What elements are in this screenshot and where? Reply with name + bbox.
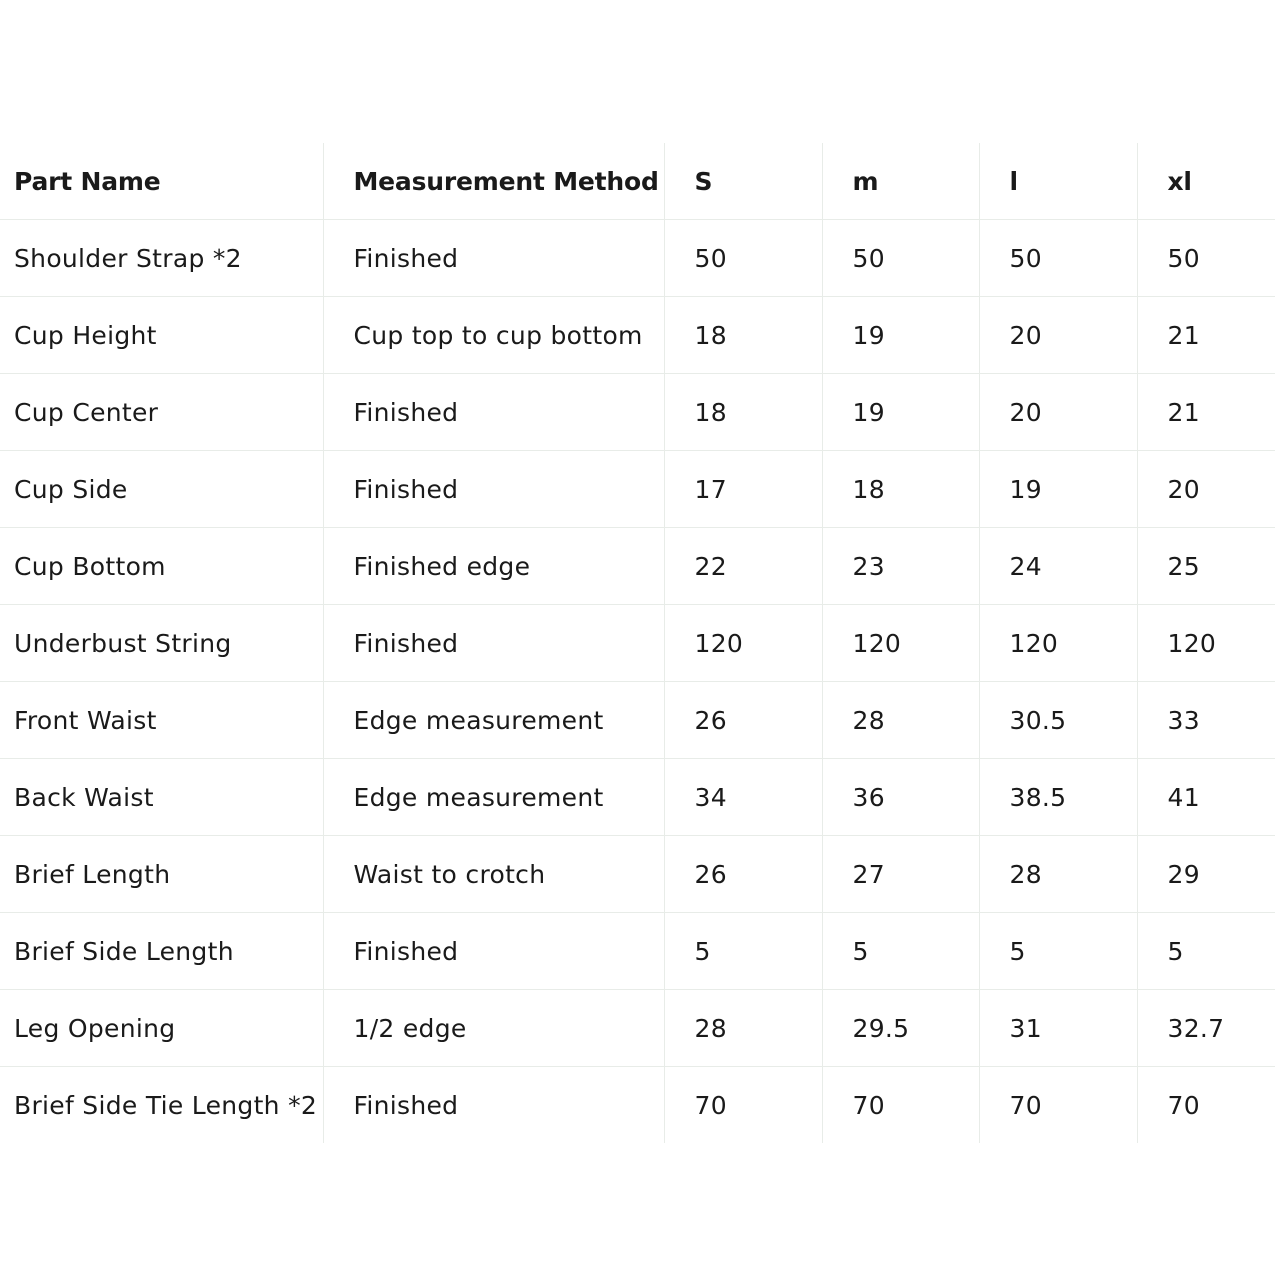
size-l-cell: 24 (979, 528, 1137, 605)
size-s-cell: 18 (664, 297, 822, 374)
table-row (0, 682, 1275, 759)
table-row (0, 759, 1275, 836)
size-s-cell: 26 (664, 836, 822, 913)
size-m-cell: 5 (822, 913, 979, 990)
measurement-method-cell: Finished (323, 220, 664, 297)
size-s-cell: 70 (664, 1067, 822, 1144)
part-name-cell: Cup Height (0, 297, 323, 374)
table-body (0, 220, 1275, 1144)
size-s-cell: 50 (664, 220, 822, 297)
part-name-cell: Cup Center (0, 374, 323, 451)
size-xl-cell: 21 (1137, 297, 1275, 374)
table-row (0, 451, 1275, 528)
size-s-cell: 5 (664, 913, 822, 990)
size-xl-cell: 21 (1137, 374, 1275, 451)
measurement-method-cell: Finished (323, 913, 664, 990)
part-name-cell: Brief Length (0, 836, 323, 913)
measurement-method-cell: Finished edge (323, 528, 664, 605)
table-row (0, 836, 1275, 913)
measurement-method-cell: Edge measurement (323, 682, 664, 759)
part-name-cell: Shoulder Strap *2 (0, 220, 323, 297)
size-l-cell: 50 (979, 220, 1137, 297)
measurement-method-cell: Finished (323, 451, 664, 528)
part-name-cell: Leg Opening (0, 990, 323, 1067)
size-m-cell: 120 (822, 605, 979, 682)
table-row (0, 220, 1275, 297)
size-l-cell: 70 (979, 1067, 1137, 1144)
size-xl-cell: 50 (1137, 220, 1275, 297)
size-xl-cell: 33 (1137, 682, 1275, 759)
header-part-name: Part Name (0, 143, 323, 220)
measurement-method-cell: Edge measurement (323, 759, 664, 836)
table-row (0, 1067, 1275, 1144)
size-m-cell: 19 (822, 374, 979, 451)
table-row (0, 605, 1275, 682)
part-name-cell: Cup Side (0, 451, 323, 528)
table-row (0, 528, 1275, 605)
size-m-cell: 36 (822, 759, 979, 836)
size-l-cell: 30.5 (979, 682, 1137, 759)
size-xl-cell: 32.7 (1137, 990, 1275, 1067)
part-name-cell: Underbust String (0, 605, 323, 682)
header-size-xl: xl (1137, 143, 1275, 220)
part-name-cell: Cup Bottom (0, 528, 323, 605)
size-l-cell: 20 (979, 374, 1137, 451)
size-xl-cell: 70 (1137, 1067, 1275, 1144)
size-m-cell: 28 (822, 682, 979, 759)
size-l-cell: 28 (979, 836, 1137, 913)
size-l-cell: 120 (979, 605, 1137, 682)
size-m-cell: 18 (822, 451, 979, 528)
size-s-cell: 17 (664, 451, 822, 528)
header-size-m: m (822, 143, 979, 220)
size-xl-cell: 120 (1137, 605, 1275, 682)
size-l-cell: 20 (979, 297, 1137, 374)
header-size-l: l (979, 143, 1137, 220)
table-row (0, 374, 1275, 451)
measurement-method-cell: 1/2 edge (323, 990, 664, 1067)
measurement-method-cell: Finished (323, 374, 664, 451)
table-header-row (0, 143, 1275, 220)
size-xl-cell: 41 (1137, 759, 1275, 836)
part-name-cell: Back Waist (0, 759, 323, 836)
size-l-cell: 19 (979, 451, 1137, 528)
header-measurement-method: Measurement Method (323, 143, 664, 220)
size-l-cell: 5 (979, 913, 1137, 990)
table-row (0, 990, 1275, 1067)
size-m-cell: 29.5 (822, 990, 979, 1067)
size-xl-cell: 5 (1137, 913, 1275, 990)
header-size-s: S (664, 143, 822, 220)
size-xl-cell: 20 (1137, 451, 1275, 528)
size-s-cell: 22 (664, 528, 822, 605)
size-l-cell: 38.5 (979, 759, 1137, 836)
size-l-cell: 31 (979, 990, 1137, 1067)
measurement-method-cell: Finished (323, 605, 664, 682)
size-s-cell: 34 (664, 759, 822, 836)
size-m-cell: 50 (822, 220, 979, 297)
size-xl-cell: 29 (1137, 836, 1275, 913)
part-name-cell: Brief Side Length (0, 913, 323, 990)
size-s-cell: 28 (664, 990, 822, 1067)
measurement-method-cell: Finished (323, 1067, 664, 1144)
size-chart-table (0, 143, 1275, 1143)
part-name-cell: Brief Side Tie Length *2 (14, 1090, 318, 1120)
measurement-method-cell: Cup top to cup bottom (323, 297, 664, 374)
size-m-cell: 23 (822, 528, 979, 605)
part-name-cell: Front Waist (0, 682, 323, 759)
table-row (0, 297, 1275, 374)
size-s-cell: 26 (664, 682, 822, 759)
size-s-cell: 18 (664, 374, 822, 451)
size-xl-cell: 25 (1137, 528, 1275, 605)
measurement-method-cell: Waist to crotch (323, 836, 664, 913)
size-m-cell: 19 (822, 297, 979, 374)
size-m-cell: 70 (822, 1067, 979, 1144)
size-s-cell: 120 (664, 605, 822, 682)
table-row (0, 913, 1275, 990)
size-m-cell: 27 (822, 836, 979, 913)
